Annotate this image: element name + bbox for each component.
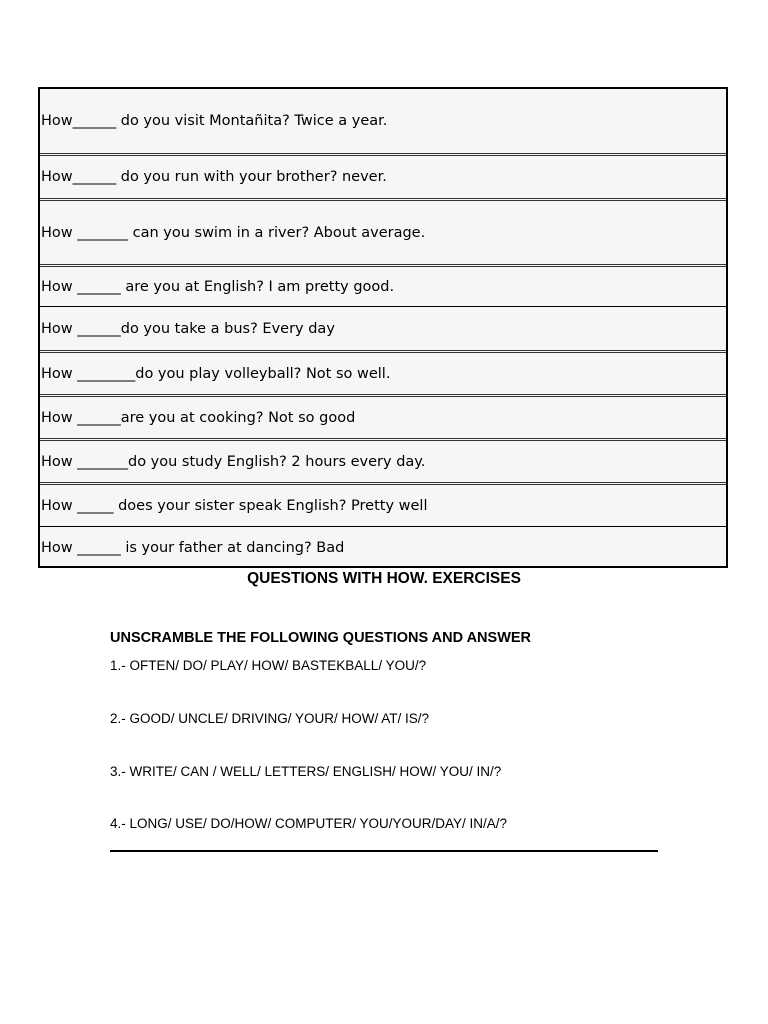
row-text: How _____ does your sister speak English? Pretty well [41,497,428,514]
answer-line [110,850,658,852]
row-text: How ______ are you at English? I am pretty good. [41,278,395,295]
table-row [40,89,726,153]
row-text: How______ do you run with your brother? never. [41,169,387,185]
table-row [40,438,726,482]
table-row [40,526,726,568]
table-row [40,198,726,264]
row-text: How ______do you take a bus? Every day [41,320,335,337]
table-row [40,394,726,438]
table-row [40,482,726,526]
page-title: QUESTIONS WITH HOW. EXERCISES [247,570,521,587]
table-row [40,306,726,350]
table-row [40,350,726,394]
section-heading: UNSCRAMBLE THE FOLLOWING QUESTIONS AND ANSWER [110,630,532,646]
question-item: 1.- OFTEN/ DO/ PLAY/ HOW/ BASTEKBALL/ YOU/? [110,658,427,673]
question-item: 3.- WRITE/ CAN / WELL/ LETTERS/ ENGLISH/ HOW/ YOU/ IN/? [110,764,502,779]
row-text: How ______ is your father at dancing? Bad [41,539,345,556]
row-text: How ________do you play volleyball? Not so well. [41,365,391,382]
question-item: 2.- GOOD/ UNCLE/ DRIVING/ YOUR/ HOW/ AT/ IS/? [110,711,430,726]
question-item: 4.- LONG/ USE/ DO/HOW/ COMPUTER/ YOU/YOUR/DAY/ IN/A/? [110,816,508,831]
row-text: How______ do you visit Montañita? Twice a year. [41,113,388,129]
row-text: How _______do you study English? 2 hours every day. [41,453,426,470]
row-text: How _______ can you swim in a river? About average. [41,224,426,241]
table-row [40,264,726,306]
exercise-table [38,87,728,568]
table-row [40,153,726,198]
row-text: How ______are you at cooking? Not so good [41,409,356,426]
